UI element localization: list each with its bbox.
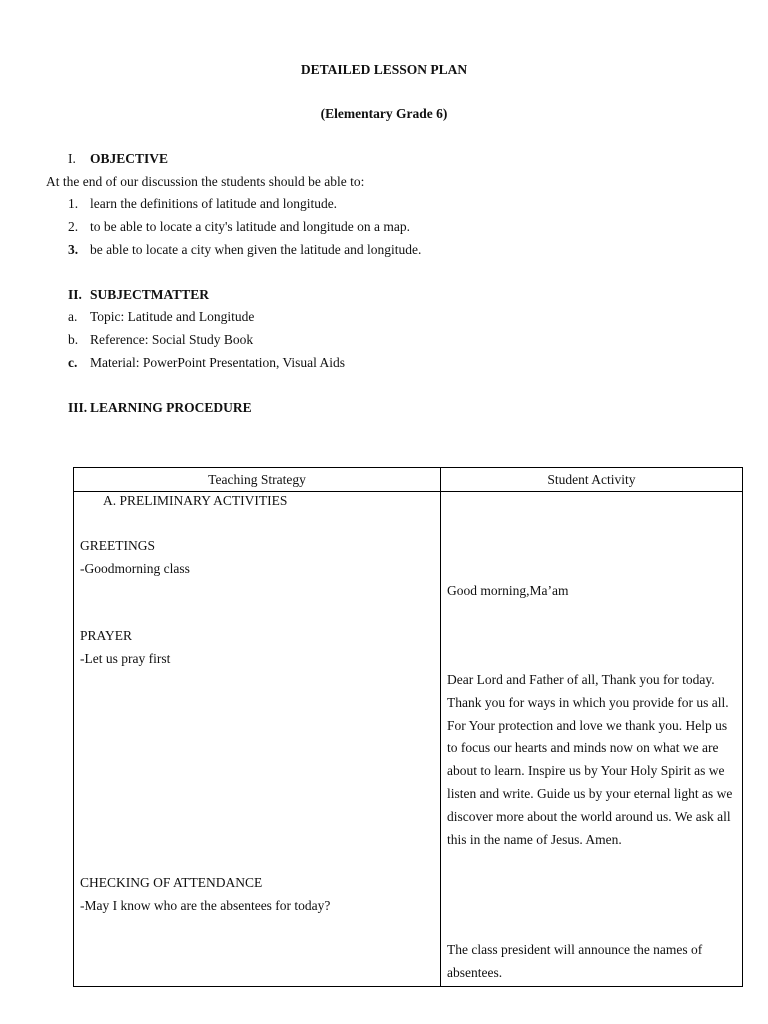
column-header-student-activity: Student Activity bbox=[441, 468, 743, 492]
list-letter: c. bbox=[68, 355, 78, 370]
section-heading: OBJECTIVE bbox=[90, 151, 169, 166]
list-item: Reference: Social Study Book bbox=[90, 332, 254, 347]
column-header-teaching-strategy: Teaching Strategy bbox=[74, 468, 441, 492]
list-item: to be able to locate a city's latitude and longitude on a map. bbox=[90, 219, 410, 234]
prayer-heading: PRAYER bbox=[80, 628, 133, 643]
list-letter: b. bbox=[68, 332, 79, 347]
attendance-heading: CHECKING OF ATTENDANCE bbox=[80, 875, 263, 890]
list-number: 2. bbox=[68, 219, 79, 234]
greeting-reply: Good morning,Ma’am bbox=[447, 583, 569, 598]
prayer-line: -Let us pray first bbox=[80, 651, 171, 666]
section-heading: LEARNING PROCEDURE bbox=[90, 400, 252, 415]
attendance-reply: The class president will announce the names of absentees. bbox=[447, 942, 703, 980]
list-item: Material: PowerPoint Presentation, Visual Aids bbox=[90, 355, 346, 370]
preliminary-activities-heading: A. PRELIMINARY ACTIVITIES bbox=[103, 493, 288, 508]
section-number: III. bbox=[68, 400, 88, 415]
greetings-heading: GREETINGS bbox=[80, 538, 155, 553]
greetings-line: -Goodmorning class bbox=[80, 561, 190, 576]
list-item: be able to locate a city when given the latitude and longitude. bbox=[90, 242, 422, 257]
section-number: I. bbox=[68, 151, 76, 166]
list-letter: a. bbox=[68, 309, 78, 324]
table-row bbox=[74, 492, 743, 987]
page-title: DETAILED LESSON PLAN bbox=[300, 62, 468, 77]
teaching-strategy-cell bbox=[74, 492, 441, 987]
objective-intro: At the end of our discussion the students should be able to: bbox=[46, 174, 365, 189]
section-number: II. bbox=[68, 287, 82, 302]
page-subtitle: (Elementary Grade 6) bbox=[320, 106, 448, 121]
list-item: Topic: Latitude and Longitude bbox=[90, 309, 255, 324]
list-number: 1. bbox=[68, 196, 79, 211]
student-activity-cell bbox=[441, 492, 743, 987]
attendance-line: -May I know who are the absentees for today? bbox=[80, 898, 331, 913]
list-item: learn the definitions of latitude and longitude. bbox=[90, 196, 338, 211]
table-header-row bbox=[74, 468, 743, 492]
prayer-text: Dear Lord and Father of all, Thank you for today. Thank you for ways in which you provide for us all. For Your protection and love we thank you. Help us to focus our hearts and minds now on what we are about to learn. Inspire us by Your Holy Spirit as we listen and write. Guide us by your eternal light as we discover more about the world around us. We ask all this in the name of Jesus. Amen. bbox=[447, 672, 733, 847]
list-number: 3. bbox=[68, 242, 79, 257]
lesson-table bbox=[73, 467, 743, 987]
section-heading: SUBJECTMATTER bbox=[90, 287, 210, 302]
